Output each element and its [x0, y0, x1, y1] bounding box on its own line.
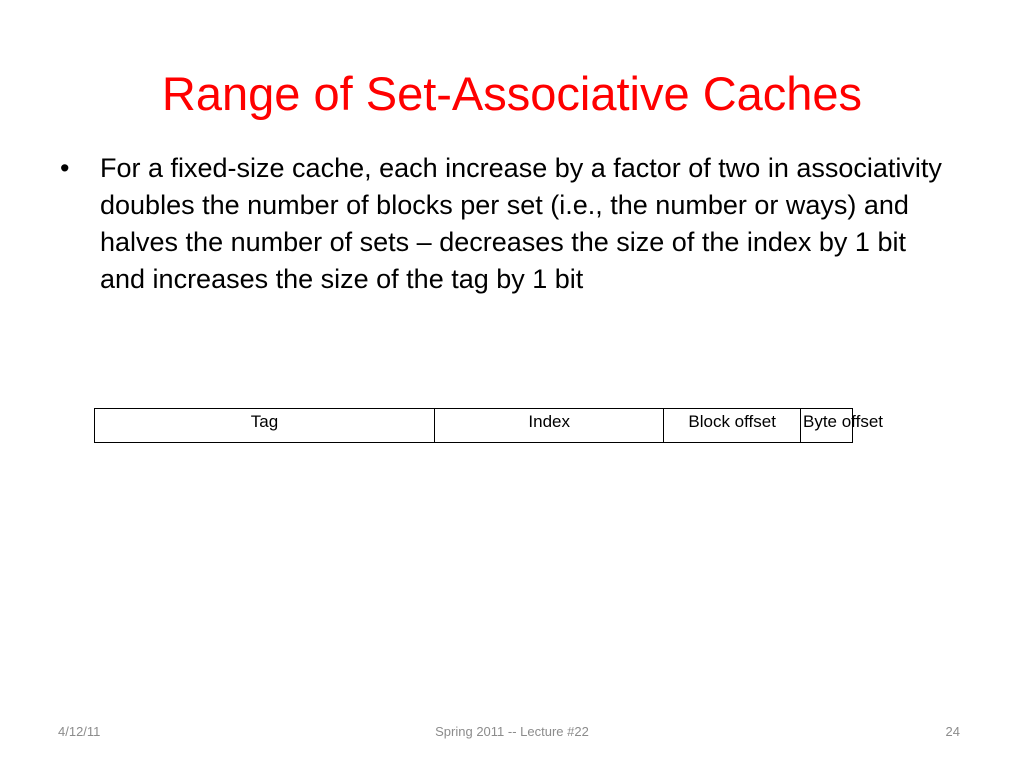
bullet-marker: • [60, 153, 70, 183]
footer-page-number: 24 [945, 724, 960, 739]
block-offset-field: Block offset [664, 409, 801, 442]
footer-date: 4/12/11 [58, 724, 101, 739]
address-field-diagram [94, 408, 883, 443]
tag-field: Tag [95, 409, 435, 442]
index-field: Index [435, 409, 664, 442]
bullet-text: For a fixed-size cache, each increase by a factor of two in associativity doubles the number of blocks per set (i.e., the number or ways) and halves the number of sets – decreases the size of the index by 1 bit and increases the size of the tag by 1 bit [100, 153, 942, 294]
slide-title: Range of Set-Associative Caches [161, 67, 863, 120]
bullet-item [58, 150, 958, 298]
footer-lecture: Spring 2011 -- Lecture #22 [435, 724, 589, 739]
byte-offset-field: Byte offset [802, 412, 883, 431]
bullet-list [58, 150, 958, 298]
